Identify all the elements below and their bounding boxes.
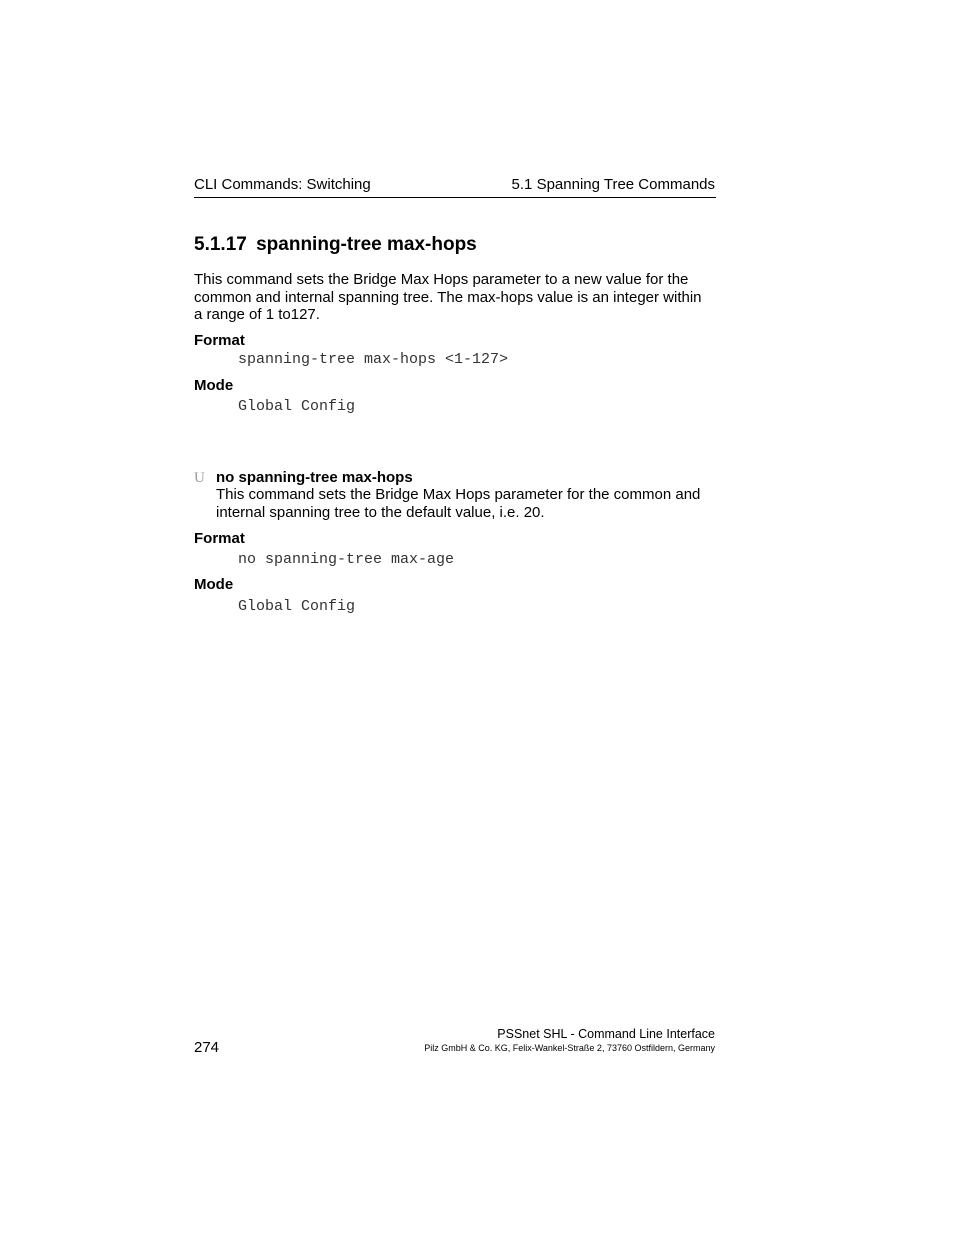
format-syntax: spanning-tree max-hops <1-127> xyxy=(238,351,509,368)
section-heading xyxy=(194,233,477,257)
description-line: common and internal spanning tree. The max-hops value is an integer within xyxy=(194,288,702,306)
section-title: spanning-tree max-hops xyxy=(256,234,477,255)
section-description xyxy=(194,271,702,324)
mode-label: Mode xyxy=(194,576,234,593)
header-divider xyxy=(194,197,716,198)
mode-value: Global Config xyxy=(238,398,356,415)
section-number: 5.1.17 xyxy=(194,234,247,255)
subcommand-description xyxy=(216,486,700,521)
bullet-marker: U xyxy=(194,470,205,486)
page-number: 274 xyxy=(194,1039,220,1056)
format-syntax: no spanning-tree max-age xyxy=(238,551,455,568)
format-label: Format xyxy=(194,332,245,349)
subcommand-title: no spanning-tree max-hops xyxy=(216,469,413,486)
mode-label: Mode xyxy=(194,377,234,394)
description-line: This command sets the Bridge Max Hops parameter to a new value for the xyxy=(194,271,689,288)
footer-address: Pilz GmbH & Co. KG, Felix-Wankel-Straße 2, 73760 Ostfildern, Germany xyxy=(424,1043,715,1053)
description-line: internal spanning tree to the default value, i.e. 20. xyxy=(216,503,545,521)
running-header-chapter: CLI Commands: Switching xyxy=(194,176,371,193)
running-header-section: 5.1 Spanning Tree Commands xyxy=(511,176,715,193)
mode-value: Global Config xyxy=(238,598,356,615)
description-line: This command sets the Bridge Max Hops parameter for the common and xyxy=(216,486,701,503)
format-label: Format xyxy=(194,530,245,547)
description-line: a range of 1 to127. xyxy=(194,306,320,323)
footer-product-title: PSSnet SHL - Command Line Interface xyxy=(497,1027,715,1041)
